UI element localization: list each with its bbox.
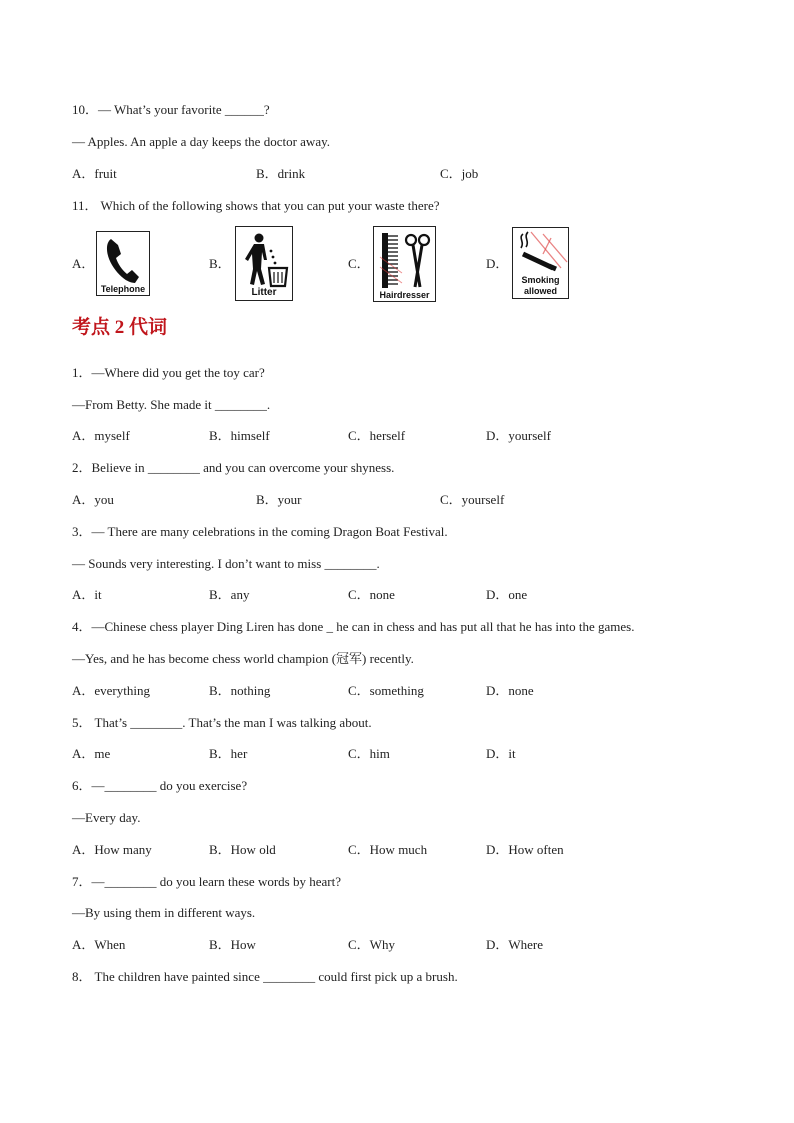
smoking-allowed-sign[interactable]: [512, 227, 569, 299]
q10-option-b[interactable]: B．drink: [256, 166, 306, 181]
q10-option-a[interactable]: A．fruit: [72, 166, 117, 181]
q4-option-b[interactable]: B．nothing: [209, 683, 271, 698]
q11-option-b[interactable]: B．: [209, 256, 231, 271]
section-heading: 考点 2 代词: [72, 317, 168, 338]
q2-option-c[interactable]: C．yourself: [440, 492, 505, 507]
q7-option-d[interactable]: D．Where: [486, 937, 544, 952]
q2-line-1: 2．Believe in ________ and you can overcome your shyness.: [72, 460, 395, 475]
q3-option-a[interactable]: A．it: [72, 587, 102, 602]
q1-line-1: 1．—Where did you get the toy car?: [72, 365, 265, 380]
q11-option-c[interactable]: C．: [348, 256, 370, 271]
q6-option-a[interactable]: A．How many: [72, 842, 152, 857]
q7-line-2: —By using them in different ways.: [72, 905, 256, 920]
hairdresser-sign[interactable]: [373, 226, 436, 302]
q5-option-d[interactable]: D．it: [486, 746, 516, 761]
q2-option-a[interactable]: A．you: [72, 492, 114, 507]
q10-reply: — Apples. An apple a day keeps the doctor away.: [72, 134, 331, 149]
q1-line-2: —From Betty. She made it ________.: [72, 397, 271, 412]
q7-option-b[interactable]: B．How: [209, 937, 256, 952]
q3-line-2: — Sounds very interesting. I don’t want to miss ________.: [72, 556, 380, 571]
q7-option-c[interactable]: C．Why: [348, 937, 395, 952]
smoking-allowed-label-line1: Smoking: [521, 275, 560, 285]
q11-option-d[interactable]: D．: [486, 256, 509, 271]
q8-line-1: 8． The children have painted since ________ could first pick up a brush.: [72, 969, 458, 984]
q11-option-a[interactable]: A．: [72, 256, 95, 271]
q1-option-d[interactable]: D．yourself: [486, 428, 551, 443]
hairdresser-sign-label: Hairdresser: [379, 290, 430, 300]
q6-line-1: 6．—________ do you exercise?: [72, 778, 248, 793]
q4-option-d[interactable]: D．none: [486, 683, 534, 698]
q11-question: 11． Which of the following shows that you can put your waste there?: [72, 198, 440, 213]
q3-option-b[interactable]: B．any: [209, 587, 250, 602]
q4-option-c[interactable]: C．something: [348, 683, 424, 698]
q1-option-c[interactable]: C．herself: [348, 428, 406, 443]
q3-line-1: 3．— There are many celebrations in the coming Dragon Boat Festival.: [72, 524, 448, 539]
q5-line-1: 5． That’s ________. That’s the man I was talking about.: [72, 715, 372, 730]
q6-option-b[interactable]: B．How old: [209, 842, 276, 857]
q3-option-c[interactable]: C．none: [348, 587, 395, 602]
q5-option-c[interactable]: C．him: [348, 746, 390, 761]
q5-option-a[interactable]: A．me: [72, 746, 111, 761]
telephone-sign-label: Telephone: [100, 284, 146, 294]
q7-option-a[interactable]: A．When: [72, 937, 126, 952]
q6-line-2: —Every day.: [72, 810, 141, 825]
q1-option-b[interactable]: B．himself: [209, 428, 270, 443]
q7-line-1: 7．—________ do you learn these words by heart?: [72, 874, 341, 889]
smoking-allowed-label-line2: allowed: [523, 286, 557, 296]
q2-option-b[interactable]: B．your: [256, 492, 302, 507]
q10-option-c[interactable]: C．job: [440, 166, 479, 181]
litter-sign[interactable]: [235, 226, 293, 301]
litter-sign-label: Litter: [251, 287, 277, 298]
q4-option-a[interactable]: A．everything: [72, 683, 150, 698]
q3-option-d[interactable]: D．one: [486, 587, 528, 602]
q4-line-2: —Yes, and he has become chess world champion (冠军) recently.: [72, 651, 414, 666]
q5-option-b[interactable]: B．her: [209, 746, 248, 761]
telephone-sign[interactable]: [96, 231, 150, 296]
q6-option-c[interactable]: C．How much: [348, 842, 428, 857]
q6-option-d[interactable]: D．How often: [486, 842, 564, 857]
q10-question: 10．— What’s your favorite ______?: [72, 102, 270, 117]
q4-line-1: 4．—Chinese chess player Ding Liren has done _ he can in chess and has put all that he has into the games.: [72, 619, 635, 634]
q1-option-a[interactable]: A．myself: [72, 428, 130, 443]
